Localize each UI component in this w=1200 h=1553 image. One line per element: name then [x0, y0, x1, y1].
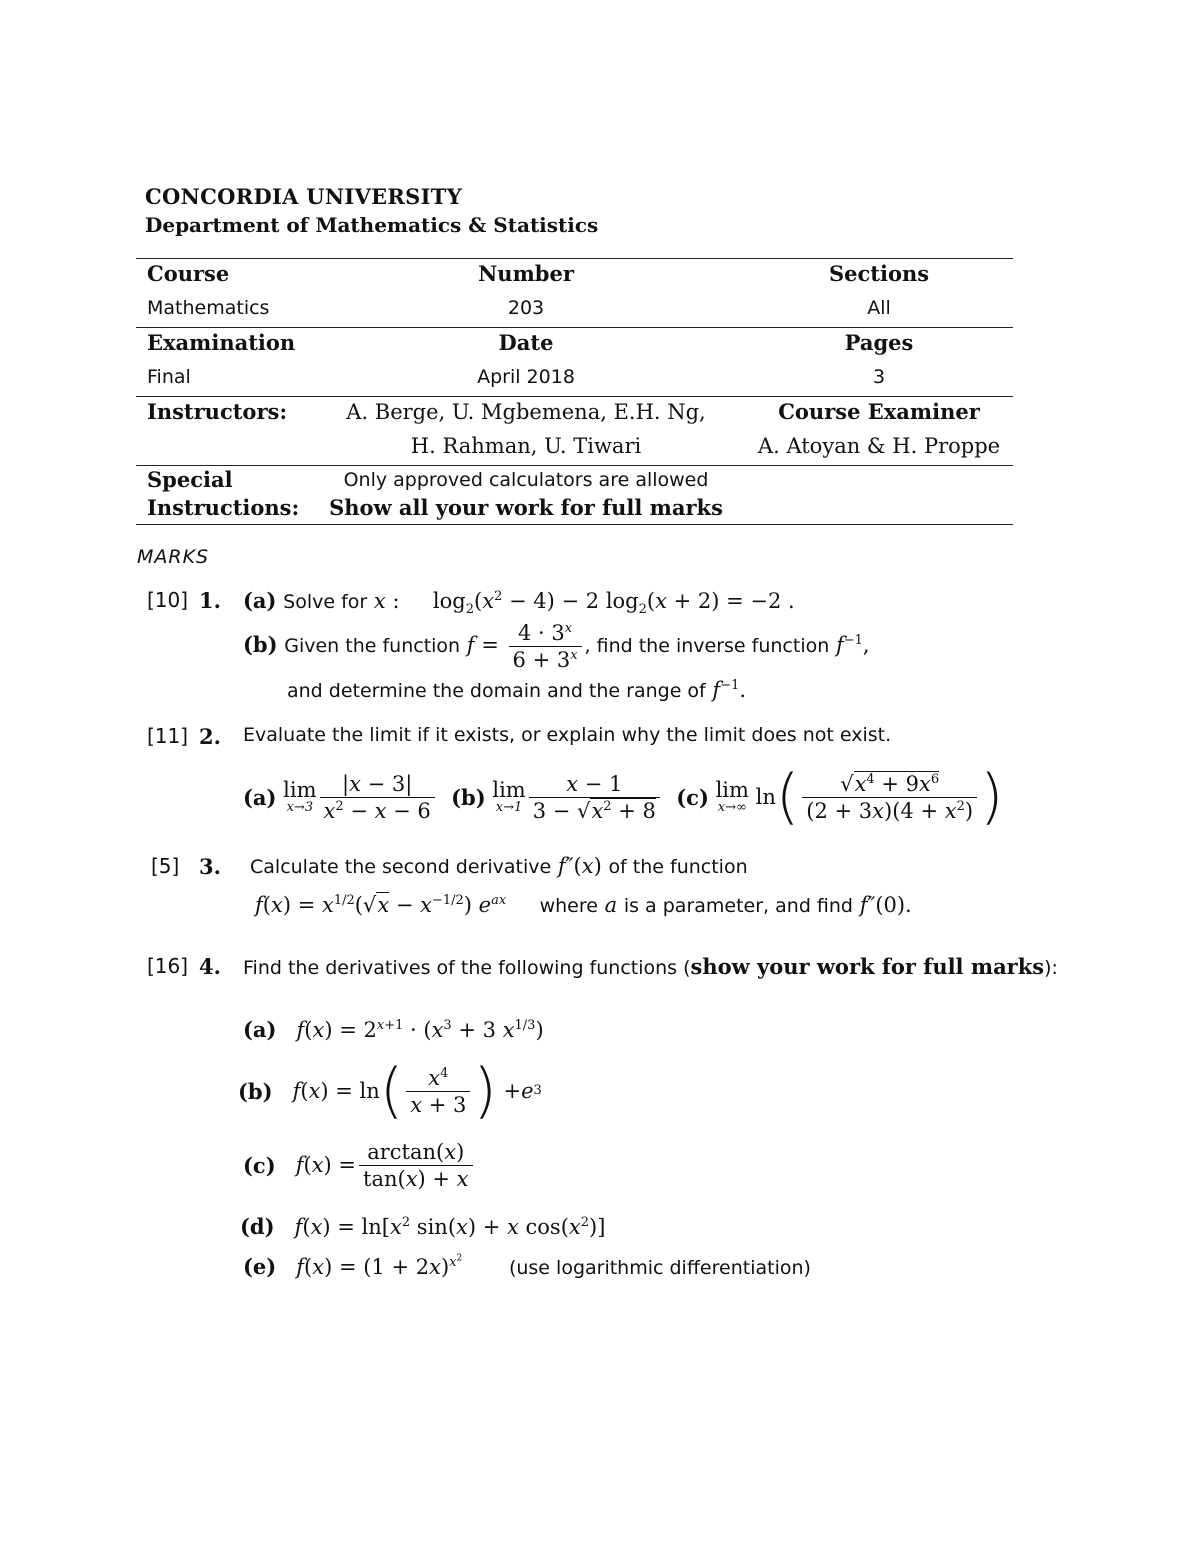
q4c: (c) f ( x ) = $\frac{\arctan(x)}{\tan(x) + x}$: [243, 1137, 476, 1193]
instructors-line-2: H. Rahman, U. Tiwari: [410, 434, 642, 458]
q4b-left-paren: (: [379, 1056, 404, 1126]
date-label: Date: [498, 330, 554, 355]
q4a-label: (a): [243, 1017, 277, 1042]
q2-marks: [11]: [147, 724, 189, 748]
q4a: [243, 1017, 544, 1042]
q1b-line2: and determine the domain and the range of $f^{-1}$.: [287, 678, 747, 702]
course-label: Course: [147, 261, 230, 286]
q4e-function: $f(x) = (1 + 2x)^{x^2}$: [296, 1253, 463, 1279]
q1-marks: [10]: [147, 588, 189, 612]
examination-value: Final: [147, 366, 191, 388]
q1a-colon: :: [392, 589, 400, 613]
q3-number: 3.: [199, 854, 221, 879]
q3-parameter: a: [604, 893, 618, 917]
q2b-fraction: $\frac{x - 1}{3 - √x^2 + 8}$: [529, 771, 660, 824]
q1b-line2-text: and determine the domain and the range of: [287, 680, 706, 702]
q1-number: 1.: [199, 588, 221, 613]
q3-line2: $f(x) = x^{1/2}(√x - x^{-1/2})$ $e^{ax}$ where a is a parameter, and find f″(0).: [255, 893, 912, 917]
q4b-right-paren: ): [473, 1056, 497, 1126]
q2a-lim: lim x→3: [283, 778, 317, 815]
q1a-variable: x: [373, 589, 386, 613]
instructors-line-1: A. Berge, U. Mgbemena, E.H. Ng,: [346, 400, 706, 424]
examiner-label: Course Examiner: [778, 399, 980, 424]
q2-limits: (a) lim x→3 $\frac{|x - 3|}{x^2 - x - 6}$ (b) lim x→1 $\frac{x - 1}{3 - √x^2 + 8}$ (c) lim x→∞ ln ( $\frac{√x^4 + 9x^6}{(2 + 3x)(4 + x^2)}$ ): [243, 762, 1004, 832]
course-value: Mathematics: [147, 297, 270, 319]
q4d: [240, 1214, 605, 1239]
q2-text: Evaluate the limit if it exists, or explain why the limit does not exist.: [243, 724, 892, 746]
q4-marks: [16]: [147, 954, 189, 978]
q2b-label: (b): [451, 784, 486, 810]
q1a-text: Solve for: [283, 591, 368, 613]
q1b-fraction: $\frac{4 \cdot 3^x}{6 + 3^x}$: [509, 620, 582, 673]
examination-label: Examination: [147, 330, 296, 355]
special-line-2: Show all your work for full marks: [329, 495, 723, 520]
q4e-label: (e): [243, 1254, 277, 1279]
instructors-label: Instructors:: [147, 399, 288, 424]
special-line-1: Only approved calculators are allowed: [343, 469, 709, 491]
number-value: 203: [507, 297, 545, 319]
q2a-fraction: $\frac{|x - 3|}{x^2 - x - 6}$: [320, 771, 435, 824]
q4-number: 4.: [199, 954, 221, 979]
q4c-f: f: [295, 1153, 304, 1177]
q4b-label: (b): [238, 1078, 273, 1104]
q3-fpp: f″: [557, 854, 574, 878]
q4b-fraction: $\frac{x^4}{x + 3}$: [406, 1065, 470, 1118]
q1a-equation: $\log_2(x^2 - 4) - 2$ $\log_2(x + 2) = -2$ .: [432, 589, 795, 618]
q4a-function: $f(x) = 2^{x+1} \cdot (x^3 + 3$ $x^{1/3}$): [296, 1018, 544, 1042]
q4b-f: f: [292, 1079, 301, 1103]
q4e-note: (use logarithmic differentiation): [508, 1257, 811, 1279]
number-label: Number: [478, 261, 574, 286]
q4-text-bold: show your work for full marks: [690, 954, 1045, 979]
q4d-label: (d): [240, 1214, 275, 1239]
q4-text-pre: Find the derivatives of the following functions (: [243, 957, 691, 979]
q3-where2: is a parameter, and find: [623, 895, 853, 917]
q1a-label: (a): [243, 588, 277, 613]
q3-where: where: [539, 895, 598, 917]
q4d-function: $f(x) = \ln[x^2$ sin(x) + x $\cos(x^2)$]: [294, 1215, 606, 1239]
sections-value: All: [867, 297, 891, 319]
q4-text-post: ):: [1044, 957, 1058, 979]
q2c-lim: lim x→∞: [715, 778, 749, 815]
sections-label: Sections: [828, 261, 930, 286]
q2b-lim: lim x→1: [492, 778, 526, 815]
date-value: April 2018: [477, 366, 575, 388]
q1b-text2: , find the inverse function: [584, 635, 830, 657]
q2c-left-paren: (: [775, 762, 800, 832]
q2a-label: (a): [243, 784, 277, 810]
q1b: (b) Given the function f = $\frac{4 \cdot 3^x}{6 + 3^x}$ , find the inverse function $f^{-1}$,: [243, 621, 870, 672]
q2-number: 2.: [199, 724, 221, 749]
marks-heading: MARKS: [137, 546, 210, 568]
q1b-label: (b): [243, 632, 278, 657]
department-name: Department of Mathematics & Statistics: [145, 213, 599, 237]
q3-fpp0: f″: [859, 893, 876, 917]
q3-marks: [5]: [151, 854, 180, 878]
pages-value: 3: [872, 366, 886, 388]
q1b-f: f: [466, 633, 475, 657]
q1a: [243, 588, 795, 618]
exam-info-table: [136, 258, 1013, 525]
examiner-value: A. Atoyan & H. Proppe: [757, 434, 1001, 458]
q1b-text: Given the function: [284, 635, 461, 657]
q2c-right-paren: ): [980, 762, 1004, 832]
q2c-fraction: $\frac{√x^4 + 9x^6}{(2 + 3x)(4 + x^2)}$: [802, 771, 977, 824]
q2c-label: (c): [676, 784, 709, 810]
q4c-fraction: $\frac{\arctan(x)}{\tan(x) + x}$: [359, 1139, 473, 1192]
q4-text: [243, 954, 1058, 979]
special-label-1: Special: [147, 467, 233, 492]
q1b-finv: $f^{-1}$: [835, 633, 863, 657]
q4e: [243, 1254, 811, 1279]
q4c-label: (c): [243, 1152, 276, 1178]
pages-label: Pages: [844, 330, 914, 355]
q4b: (b) f ( x ) = ln ( $\frac{x^4}{x + 3}$ ) + e 3: [238, 1056, 542, 1126]
q1b-finv-2: $f^{-1}$: [712, 678, 740, 702]
q3-function: $f(x) = x^{1/2}(√x - x^{-1/2})$ $e^{ax}$: [255, 893, 507, 917]
q3-line1: Calculate the second derivative f″(x) of the function: [250, 854, 748, 878]
q3-text2: of the function: [608, 856, 748, 878]
university-name: CONCORDIA UNIVERSITY: [145, 184, 462, 209]
q3-text: Calculate the second derivative: [250, 856, 552, 878]
special-label-2: Instructions:: [147, 495, 300, 520]
